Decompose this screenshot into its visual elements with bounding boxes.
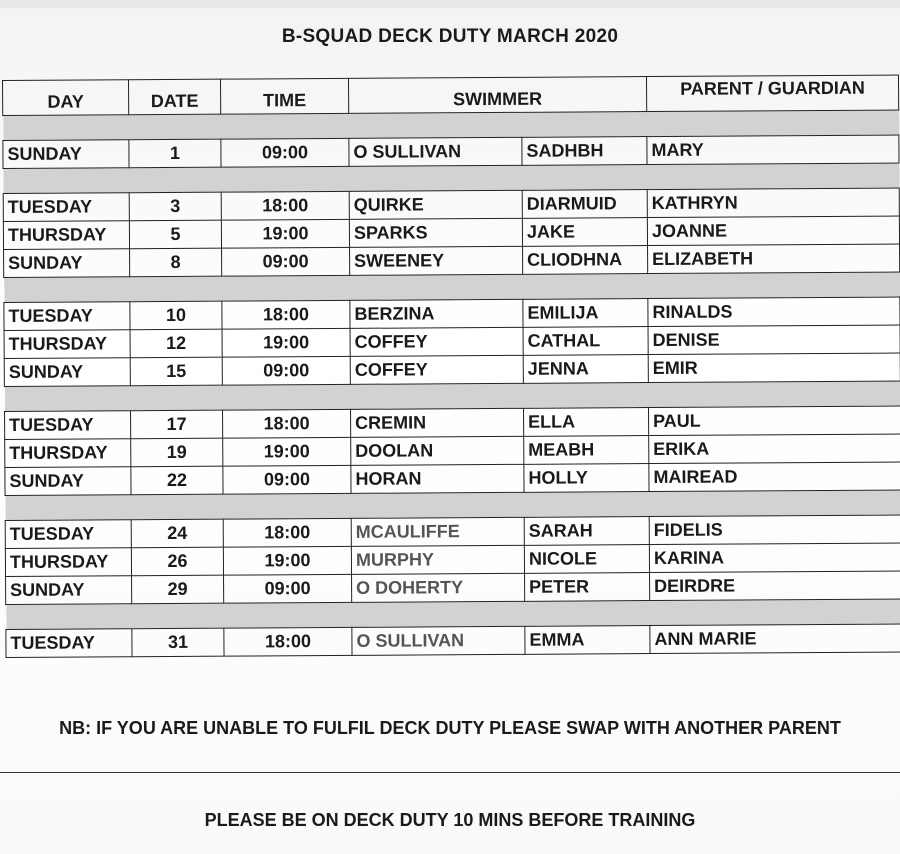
cell-surname: SWEENEY xyxy=(350,246,523,275)
cell-surname: COFFEY xyxy=(350,355,523,384)
cell-first-name: NICOLE xyxy=(524,545,649,574)
cell-first-name: HOLLY xyxy=(524,464,649,493)
cell-date: 22 xyxy=(131,466,223,495)
duty-table xyxy=(2,75,900,658)
table-row xyxy=(6,624,900,657)
cell-first-name: CATHAL xyxy=(523,327,648,356)
header-swimmer: SWIMMER xyxy=(348,77,646,114)
cell-day: THURSDAY xyxy=(5,439,131,468)
divider xyxy=(0,772,900,773)
cell-parent: ANN MARIE xyxy=(650,624,900,654)
arrival-note: PLEASE BE ON DECK DUTY 10 MINS BEFORE TRAINING xyxy=(204,810,696,830)
cell-parent: KATHRYN xyxy=(647,188,899,218)
cell-surname: CREMIN xyxy=(351,408,524,437)
cell-day: SUNDAY xyxy=(4,358,130,387)
cell-day: TUESDAY xyxy=(4,302,130,331)
cell-time: 18:00 xyxy=(223,409,351,438)
cell-parent: JOANNE xyxy=(647,216,899,246)
cell-date: 24 xyxy=(131,519,223,548)
cell-day: TUESDAY xyxy=(3,193,129,222)
cell-date: 17 xyxy=(131,410,223,439)
cell-time: 09:00 xyxy=(222,247,350,276)
cell-parent: ERIKA xyxy=(649,434,900,464)
swap-note: NB: IF YOU ARE UNABLE TO FULFIL DECK DUTY PLEASE SWAP WITH ANOTHER PARENT xyxy=(59,718,841,738)
cell-date: 26 xyxy=(131,547,223,576)
cell-time: 19:00 xyxy=(222,328,350,357)
cell-parent: RINALDS xyxy=(648,297,900,327)
cell-surname: O SULLIVAN xyxy=(349,137,522,166)
cell-date: 1 xyxy=(129,139,221,168)
cell-day: TUESDAY xyxy=(5,520,131,549)
cell-first-name: JENNA xyxy=(523,355,648,384)
cell-surname: O DOHERTY xyxy=(352,573,525,602)
cell-day: SUNDAY xyxy=(6,576,132,605)
cell-surname: SPARKS xyxy=(349,218,522,247)
page-title: B-SQUAD DECK DUTY MARCH 2020 xyxy=(281,26,619,47)
cell-date: 8 xyxy=(130,248,222,277)
cell-time: 19:00 xyxy=(223,546,351,575)
cell-time: 18:00 xyxy=(221,191,349,220)
cell-first-name: DIARMUID xyxy=(522,190,647,219)
cell-parent: KARINA xyxy=(649,543,900,573)
cell-surname: HORAN xyxy=(351,464,524,493)
cell-first-name: SARAH xyxy=(524,517,649,546)
cell-parent: PAUL xyxy=(649,406,900,436)
cell-first-name: SADHBH xyxy=(522,137,647,166)
cell-parent: DEIRDRE xyxy=(650,571,900,601)
cell-date: 5 xyxy=(129,220,221,249)
cell-surname: QUIRKE xyxy=(349,190,522,219)
cell-day: SUNDAY xyxy=(4,249,130,278)
cell-first-name: CLIODHNA xyxy=(523,246,648,275)
cell-day: SUNDAY xyxy=(5,467,131,496)
cell-time: 09:00 xyxy=(223,465,351,494)
cell-day: TUESDAY xyxy=(6,629,132,658)
cell-surname: MURPHY xyxy=(351,545,524,574)
cell-parent: FIDELIS xyxy=(649,515,900,545)
header-day: DAY xyxy=(3,80,129,116)
cell-first-name: ELLA xyxy=(524,408,649,437)
cell-time: 18:00 xyxy=(222,300,350,329)
cell-surname: O SULLIVAN xyxy=(352,626,525,655)
cell-date: 3 xyxy=(129,192,221,221)
cell-parent: MARY xyxy=(647,135,899,165)
cell-first-name: JAKE xyxy=(522,218,647,247)
top-edge xyxy=(0,0,900,8)
cell-first-name: EMILIJA xyxy=(523,299,648,328)
cell-first-name: MEABH xyxy=(524,436,649,465)
cell-time: 19:00 xyxy=(223,437,351,466)
cell-surname: BERZINA xyxy=(350,299,523,328)
cell-parent: EMIR xyxy=(648,353,900,383)
cell-date: 10 xyxy=(130,301,222,330)
cell-surname: DOOLAN xyxy=(351,436,524,465)
cell-time: 09:00 xyxy=(224,574,352,603)
header-date: DATE xyxy=(129,79,221,115)
cell-date: 12 xyxy=(130,329,222,358)
cell-time: 18:00 xyxy=(223,518,351,547)
cell-day: TUESDAY xyxy=(5,411,131,440)
header-time: TIME xyxy=(220,78,348,114)
cell-date: 29 xyxy=(132,575,224,604)
cell-day: THURSDAY xyxy=(5,548,131,577)
cell-first-name: PETER xyxy=(525,573,650,602)
cell-surname: COFFEY xyxy=(350,327,523,356)
cell-day: SUNDAY xyxy=(3,140,129,169)
cell-surname: MCAULIFFE xyxy=(351,517,524,546)
cell-parent: ELIZABETH xyxy=(648,244,900,274)
cell-parent: MAIREAD xyxy=(649,462,900,492)
cell-date: 19 xyxy=(131,438,223,467)
cell-time: 18:00 xyxy=(224,627,352,656)
cell-date: 15 xyxy=(130,357,222,386)
cell-day: THURSDAY xyxy=(4,330,130,359)
cell-time: 09:00 xyxy=(221,138,349,167)
header-row xyxy=(3,75,899,115)
cell-date: 31 xyxy=(132,628,224,657)
cell-first-name: EMMA xyxy=(525,626,650,655)
cell-time: 19:00 xyxy=(221,219,349,248)
cell-parent: DENISE xyxy=(648,325,900,355)
cell-time: 09:00 xyxy=(222,356,350,385)
cell-day: THURSDAY xyxy=(3,221,129,250)
header-parent: PARENT / GUARDIAN xyxy=(646,75,898,112)
